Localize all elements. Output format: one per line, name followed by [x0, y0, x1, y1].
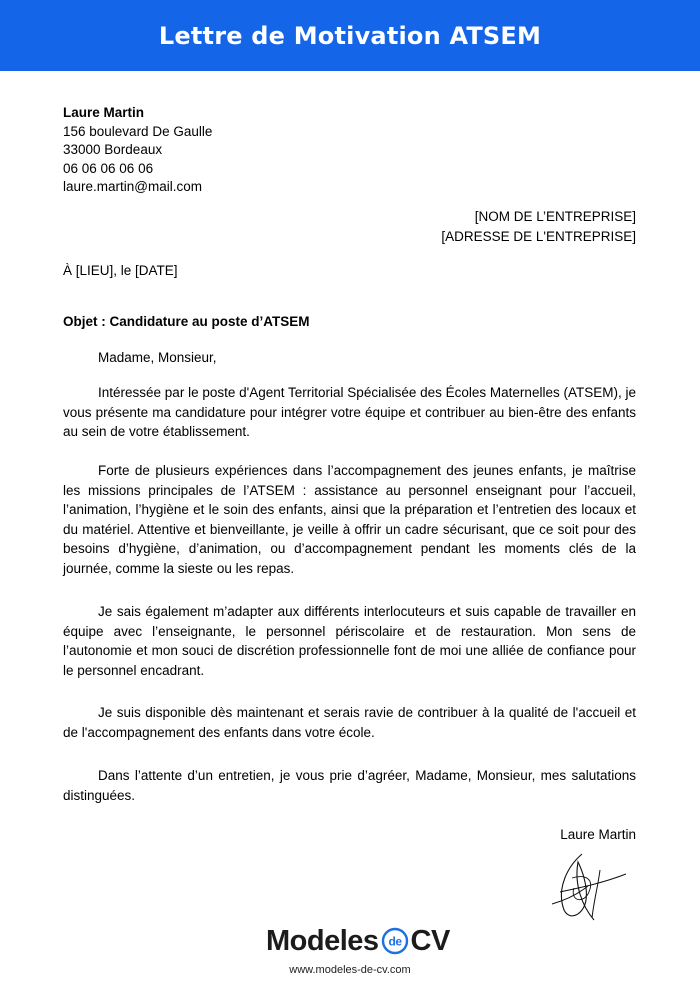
sender-phone: 06 06 06 06 06	[63, 160, 154, 176]
logo-text-de: de	[388, 934, 402, 949]
logo-text-cv: CV	[410, 924, 450, 957]
paragraph-experience: Forte de plusieurs expériences dans l’accompagnement des jeunes enfants, je maîtrise les missions principales de l’ATSEM : assistance au personnel enseignant pour l’accueil, l’animation, l’hygiène et le soin des enfants, ainsi que la préparation et l’entretien des locaux et du matériel. Attentive et bienveillante, je veille à offrir un cadre sécurisant, que ce soit pour des besoins d’hygiène, d’animation, ou d’accompagnement pendant les moments clés de la journée, comme la sieste ou les repas.	[63, 463, 636, 576]
paragraph-teamwork: Je sais également m’adapter aux différents interlocuteurs et suis capable de travailler en équipe avec l’enseignante, le personnel périscolaire et de restauration. Mon sens de l’autonomie et mon souci de discrétion professionnelle font de moi une alliée de confiance pour le personnel encadrant.	[63, 604, 636, 678]
handwritten-signature	[548, 848, 630, 926]
modeles-de-cv-logo	[266, 924, 450, 958]
subject-line: Objet : Candidature au poste d’ATSEM	[63, 314, 310, 329]
sender-name: Laure Martin	[63, 105, 145, 120]
place-date: À [LIEU], le [DATE]	[63, 263, 178, 278]
logo-text-modeles: Modeles	[266, 924, 379, 957]
sender-city: 33000 Bordeaux	[63, 142, 163, 158]
salutation: Madame, Monsieur,	[98, 350, 217, 365]
recipient-address: [ADRESSE DE L'ENTREPRISE]	[441, 228, 636, 244]
logo-de-badge	[380, 926, 410, 956]
recipient-block	[441, 207, 636, 246]
sender-address: 156 boulevard De Gaulle	[63, 123, 213, 139]
paragraph-closing: Dans l’attente d’un entretien, je vous prie d’agréer, Madame, Monsieur, mes salutations distinguées.	[63, 768, 636, 803]
page-title: Lettre de Motivation ATSEM	[158, 21, 542, 50]
recipient-company: [NOM DE L’ENTREPRISE]	[474, 209, 636, 224]
sender-email: laure.martin@mail.com	[63, 179, 202, 195]
paragraph-intro: Intéressée par le poste d'Agent Territorial Spécialisée des Écoles Maternelles (ATSEM), je vous présente ma candidature pour intégrer votre équipe et contribuer au bien-être des enfants au sein de votre établissement.	[63, 385, 636, 439]
signer-name: Laure Martin	[560, 827, 636, 842]
website-url: www.modeles-de-cv.com	[289, 964, 411, 976]
title-banner	[0, 0, 700, 71]
sender-block	[63, 104, 212, 197]
paragraph-availability: Je suis disponible dès maintenant et serais ravie de contribuer à la qualité de l'accueil et de l'accompagnement des enfants dans votre école.	[63, 705, 636, 740]
